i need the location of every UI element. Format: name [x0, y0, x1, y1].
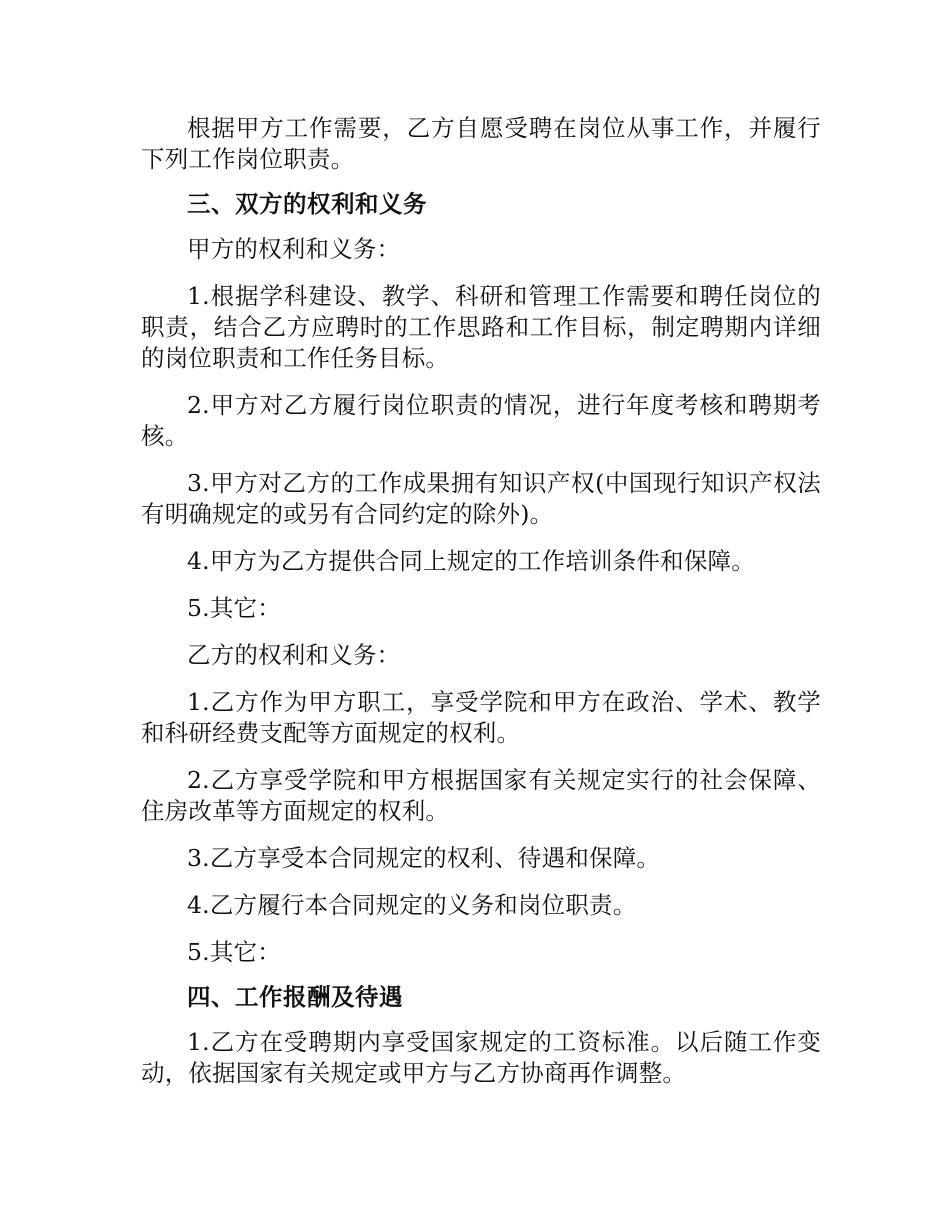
party-a-item-4: 4.甲方为乙方提供合同上规定的工作培训条件和保障。: [187, 547, 755, 575]
document-page: [141, 113, 821, 1089]
intro-paragraph: 根据甲方工作需要，乙方自愿受聘在岗位从事工作，并履行下列工作岗位职责。: [141, 114, 821, 173]
party-a-item-3: 3.甲方对乙方的工作成果拥有知识产权(中国现行知识产权法有明确规定的或另有合同约定的除外)。: [141, 469, 821, 528]
party-b-title: 乙方的权利和义务：: [187, 641, 401, 669]
party-b-item-5: 5.其它：: [187, 938, 281, 966]
party-a-item-5: 5.其它：: [187, 594, 281, 622]
party-b-item-2: 2.乙方享受学院和甲方根据国家有关规定实行的社会保障、住房改革等方面规定的权利。: [141, 766, 821, 825]
party-b-item-4: 4.乙方履行本合同规定的义务和岗位职责。: [187, 891, 637, 919]
section-heading-compensation: 四、工作报酬及待遇: [187, 983, 403, 1011]
party-a-item-2: 2.甲方对乙方履行岗位职责的情况，进行年度考核和聘期考核。: [141, 391, 821, 450]
party-b-item-3: 3.乙方享受本合同规定的权利、待遇和保障。: [187, 844, 661, 872]
party-a-item-1: 1.根据学科建设、教学、科研和管理工作需要和聘任岗位的职责，结合乙方应聘时的工作思路和工作目标，制定聘期内详细的岗位职责和工作任务目标。: [141, 282, 821, 372]
party-b-item-1: 1.乙方作为甲方职工，享受学院和甲方在政治、学术、教学和科研经费支配等方面规定的权利。: [141, 688, 821, 747]
compensation-item-1: 1.乙方在受聘期内享受国家规定的工资标准。以后随工作变动，依据国家有关规定或甲方与乙方协商再作调整。: [141, 1028, 821, 1087]
section-heading-rights-obligations: 三、双方的权利和义务: [187, 190, 427, 218]
party-a-title: 甲方的权利和义务：: [187, 235, 401, 263]
